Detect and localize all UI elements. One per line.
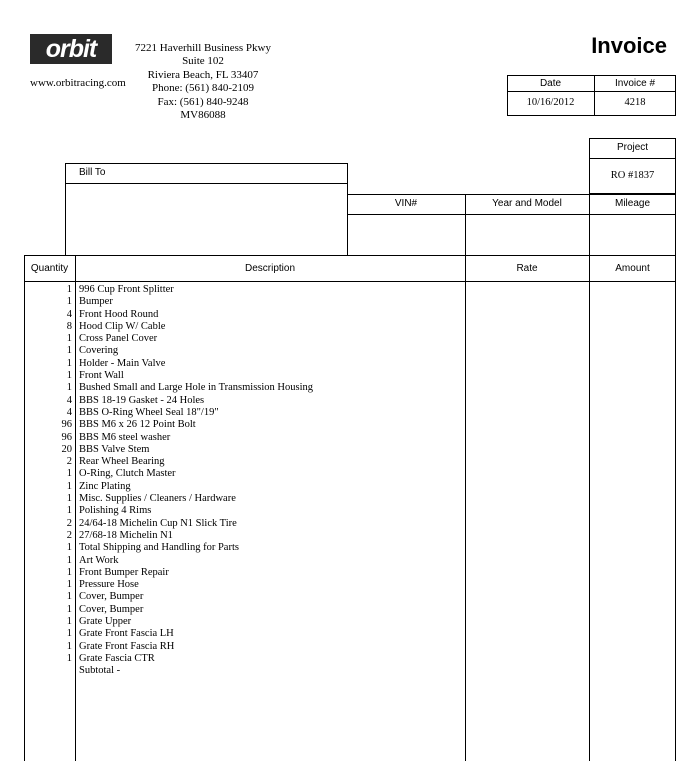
item-quantity: 1 <box>66 628 72 640</box>
item-description: Grate Front Fascia RH <box>79 640 175 652</box>
company-address <box>118 42 288 122</box>
item-quantity: 1 <box>66 554 72 566</box>
item-description: Grate Upper <box>79 616 132 628</box>
item-description: 24/64-18 Michelin Cup N1 Slick Tire <box>79 517 237 529</box>
address-line: Suite 102 <box>182 55 224 68</box>
item-quantity: 1 <box>66 284 72 295</box>
quantity-header: Quantity <box>30 263 69 274</box>
item-quantity: 96 <box>61 431 72 443</box>
item-description: Grate Front Fascia LH <box>79 628 174 640</box>
item-description: Front Hood Round <box>79 308 159 320</box>
mileage-label: Mileage <box>614 198 651 209</box>
item-description: Covering <box>79 345 119 357</box>
item-description: 27/68-18 Michelin N1 <box>79 529 173 541</box>
item-description: Subtotal - <box>79 665 121 677</box>
vin-label: VIN# <box>394 198 418 209</box>
item-description: Cover, Bumper <box>79 591 144 603</box>
quantity-column <box>26 284 72 678</box>
item-quantity: 1 <box>66 345 72 357</box>
item-quantity: 1 <box>66 357 72 369</box>
item-description: Zinc Plating <box>79 480 131 492</box>
item-quantity: 2 <box>66 529 72 541</box>
invoice-number-label: Invoice # <box>614 78 656 89</box>
amount-header: Amount <box>615 263 650 274</box>
item-description: Pressure Hose <box>79 579 139 591</box>
item-quantity <box>26 665 72 677</box>
item-quantity: 1 <box>66 480 72 492</box>
address-line: Phone: (561) 840-2109 <box>151 82 255 95</box>
item-quantity: 20 <box>61 443 72 455</box>
item-description: Total Shipping and Handling for Parts <box>79 542 239 554</box>
description-column <box>79 284 463 678</box>
item-quantity: 1 <box>66 382 72 394</box>
project-value: RO #1837 <box>610 170 655 181</box>
company-website: www.orbitracing.com <box>30 77 126 89</box>
item-quantity: 1 <box>66 468 72 480</box>
address-line: Fax: (561) 840-9248 <box>157 95 249 108</box>
date-label: Date <box>539 78 562 89</box>
address-line: 7221 Haverhill Business Pkwy <box>135 42 271 54</box>
item-description: BBS M6 steel washer <box>79 431 171 443</box>
address-line: Riviera Beach, FL 33407 <box>147 68 259 81</box>
bill-to-label: Bill To <box>79 167 106 178</box>
item-description: BBS M6 x 26 12 Point Bolt <box>79 419 196 431</box>
item-description: O-Ring, Clutch Master <box>79 468 176 480</box>
item-quantity: 1 <box>66 296 72 308</box>
item-description: Rear Wheel Bearing <box>79 456 165 468</box>
project-label: Project <box>616 142 649 153</box>
item-quantity: 1 <box>66 566 72 578</box>
item-description: 996 Cup Front Splitter <box>79 284 174 295</box>
item-quantity: 1 <box>66 616 72 628</box>
date-value: 10/16/2012 <box>526 97 575 108</box>
item-description: Cross Panel Cover <box>79 333 158 345</box>
address-line: MV86088 <box>180 109 226 122</box>
document-title: Invoice <box>591 33 667 58</box>
item-quantity: 4 <box>66 308 72 320</box>
item-quantity: 1 <box>66 505 72 517</box>
item-quantity: 2 <box>66 517 72 529</box>
item-description: BBS O-Ring Wheel Seal 18"/19" <box>79 406 219 418</box>
item-description: Front Wall <box>79 370 124 382</box>
rate-header: Rate <box>516 263 538 274</box>
item-quantity: 1 <box>66 652 72 664</box>
item-description: BBS 18-19 Gasket - 24 Holes <box>79 394 205 406</box>
item-quantity: 1 <box>66 493 72 505</box>
item-quantity: 1 <box>66 603 72 615</box>
item-quantity: 4 <box>66 394 72 406</box>
item-description: BBS Valve Stem <box>79 443 150 455</box>
item-quantity: 2 <box>66 456 72 468</box>
item-quantity: 1 <box>66 333 72 345</box>
item-description: Cover, Bumper <box>79 603 144 615</box>
invoice-number-value: 4218 <box>624 97 646 108</box>
item-description: Front Bumper Repair <box>79 566 169 578</box>
item-description: Holder - Main Valve <box>79 357 166 369</box>
item-quantity: 8 <box>66 320 72 332</box>
item-quantity: 1 <box>66 542 72 554</box>
year-model-label: Year and Model <box>492 198 562 209</box>
item-description: Bumper <box>79 296 113 308</box>
company-logo: orbit <box>30 34 112 64</box>
item-description: Hood Clip W/ Cable <box>79 320 166 332</box>
item-description: Misc. Supplies / Cleaners / Hardware <box>79 493 236 505</box>
item-quantity: 1 <box>66 370 72 382</box>
item-quantity: 1 <box>66 579 72 591</box>
item-description: Polishing 4 Rims <box>79 505 152 517</box>
description-header: Description <box>244 263 296 274</box>
item-description: Art Work <box>79 554 119 566</box>
item-description: Grate Fascia CTR <box>79 652 155 664</box>
item-quantity: 1 <box>66 591 72 603</box>
item-description: Bushed Small and Large Hole in Transmission Housing <box>79 382 314 394</box>
item-quantity: 4 <box>66 406 72 418</box>
bill-to-box <box>65 163 348 256</box>
item-quantity: 1 <box>66 640 72 652</box>
item-quantity: 96 <box>61 419 72 431</box>
